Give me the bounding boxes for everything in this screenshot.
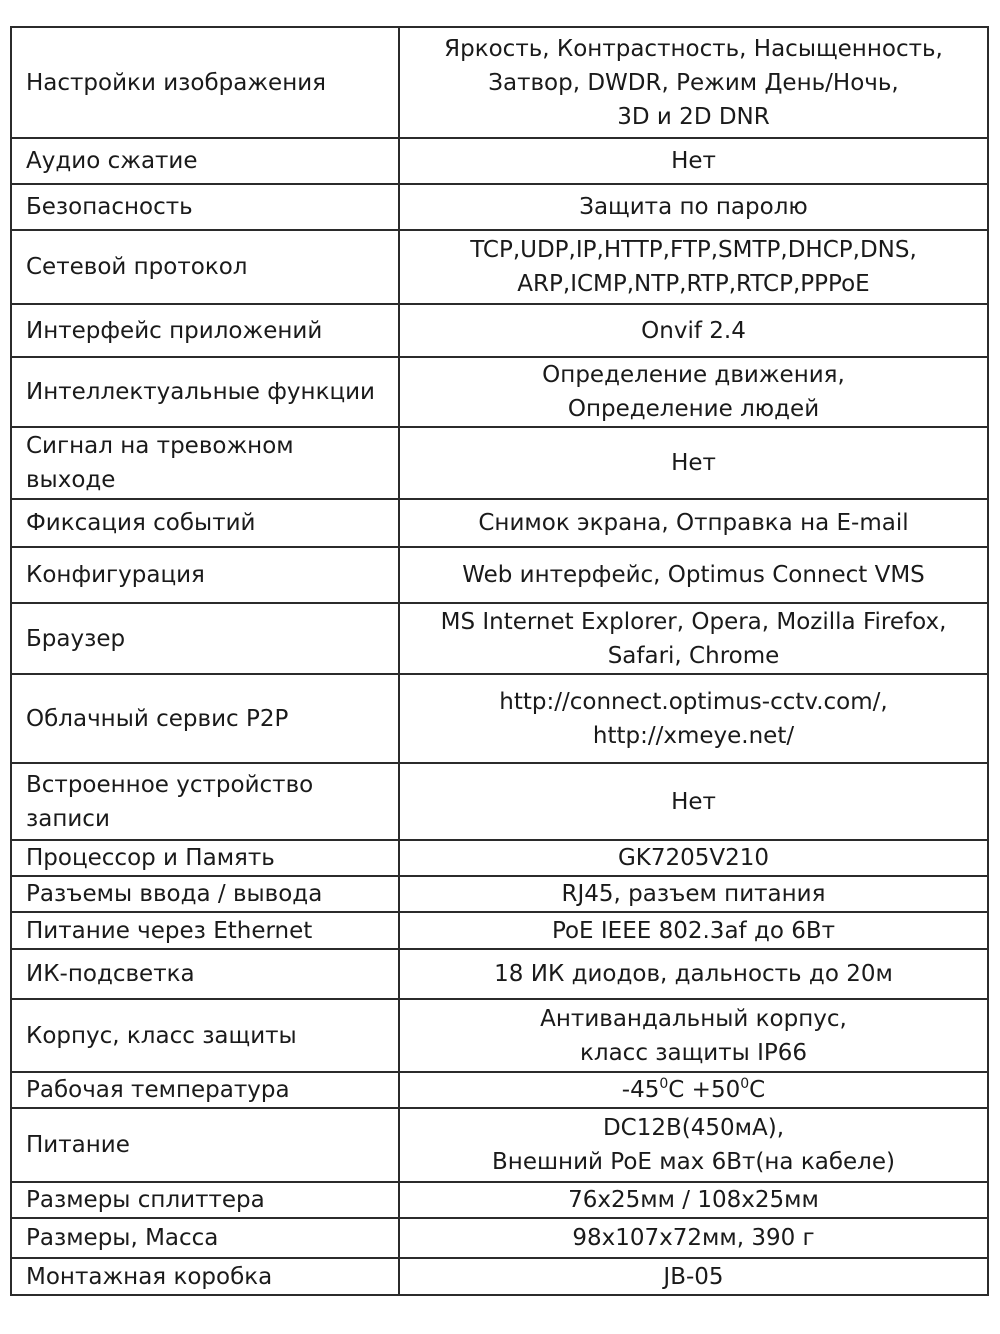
spec-value	[399, 763, 988, 840]
spec-value	[399, 1072, 988, 1108]
spec-label: Облачный сервис P2P	[11, 674, 399, 763]
spec-value-line: 18 ИК диодов, дальность до 20м	[494, 961, 893, 987]
spec-value-line: Защита по паролю	[579, 194, 808, 220]
spec-value-line: Нет	[671, 788, 716, 815]
spec-label: Сетевой протокол	[11, 230, 399, 304]
spec-value-line: PoE IEEE 802.3af до 6Вт	[551, 917, 836, 944]
spec-value-line: http://xmeye.net/	[592, 722, 795, 749]
table-row	[11, 547, 988, 603]
spec-label: Корпус, класс защиты	[11, 999, 399, 1072]
spec-label: Размеры сплиттера	[11, 1182, 399, 1218]
table-row	[11, 427, 988, 499]
spec-value	[399, 357, 988, 427]
spec-value	[399, 949, 988, 999]
table-row	[11, 27, 988, 138]
temp-max: С +50	[668, 1077, 741, 1103]
spec-value-line: Затвор, DWDR, Режим День/Ночь,	[488, 69, 899, 96]
spec-value-line: RJ45, разъем питания	[561, 881, 826, 907]
table-row	[11, 304, 988, 357]
spec-value-line: Яркость, Контрастность, Насыщенность,	[444, 35, 943, 62]
table-row	[11, 138, 988, 184]
spec-value	[399, 304, 988, 357]
spec-value	[399, 427, 988, 499]
spec-label: Разъемы ввода / вывода	[11, 876, 399, 912]
spec-value-line: 3D и 2D DNR	[617, 103, 770, 130]
temp-unit: С	[749, 1077, 766, 1103]
spec-value-line: Нет	[671, 450, 716, 476]
spec-value	[399, 184, 988, 230]
table-row	[11, 603, 988, 674]
spec-value	[399, 230, 988, 304]
spec-value	[399, 876, 988, 912]
spec-label: Интерфейс приложений	[11, 304, 399, 357]
spec-value	[399, 547, 988, 603]
temperature-range	[408, 1073, 979, 1107]
spec-value	[399, 1182, 988, 1218]
table-row	[11, 1218, 988, 1258]
spec-value-line: DC12В(450мА),	[602, 1115, 785, 1141]
spec-value-line: Web интерфейс, Optimus Connect VMS	[462, 562, 925, 588]
temp-min: -45	[621, 1077, 660, 1103]
spec-label: Настройки изображения	[11, 27, 399, 138]
spec-label: Процессор и Память	[11, 840, 399, 876]
degree-sign: 0	[740, 1076, 750, 1092]
spec-label: Конфигурация	[11, 547, 399, 603]
degree-sign: 0	[659, 1076, 669, 1092]
spec-value	[399, 499, 988, 547]
spec-label: Фиксация событий	[11, 499, 399, 547]
spec-value-line: Определение движения,	[542, 362, 845, 388]
spec-value-line: класс защиты IP66	[579, 1039, 807, 1066]
table-row	[11, 840, 988, 876]
spec-label: Аудио сжатие	[11, 138, 399, 184]
spec-value	[399, 674, 988, 763]
spec-value	[399, 1258, 988, 1295]
spec-value	[399, 603, 988, 674]
spec-value	[399, 1108, 988, 1182]
spec-value	[399, 840, 988, 876]
spec-label: Монтажная коробка	[11, 1258, 399, 1295]
spec-label: Рабочая температура	[11, 1072, 399, 1108]
spec-label: Браузер	[11, 603, 399, 674]
spec-label: ИК-подсветка	[11, 949, 399, 999]
spec-value-line: Safari, Chrome	[607, 642, 780, 669]
table-row	[11, 499, 988, 547]
table-row	[11, 999, 988, 1072]
table-row	[11, 1258, 988, 1295]
spec-label: Питание через Ethernet	[11, 912, 399, 949]
spec-value	[399, 27, 988, 138]
spec-value-line: Антивандальный корпус,	[540, 1005, 847, 1032]
table-row	[11, 912, 988, 949]
table-row	[11, 1072, 988, 1108]
spec-value	[399, 138, 988, 184]
spec-value-line: http://connect.optimus-cctv.com/,	[499, 688, 888, 715]
spec-value-line: MS Internet Explorer, Opera, Mozilla Firefox,	[440, 608, 947, 635]
spec-label: Сигнал на тревожном выходе	[11, 427, 399, 499]
specs-table	[10, 26, 989, 1296]
table-row	[11, 674, 988, 763]
spec-value	[399, 999, 988, 1072]
spec-value-line: Внешний PoE мах 6Вт(на кабеле)	[492, 1149, 895, 1175]
table-row	[11, 357, 988, 427]
spec-value	[399, 912, 988, 949]
spec-value-line: Определение людей	[567, 396, 820, 422]
spec-value-line: 76х25мм / 108х25мм	[568, 1187, 819, 1213]
spec-value-line: Нет	[671, 148, 716, 174]
table-row	[11, 1182, 988, 1218]
spec-label: Интеллектуальные функции	[11, 357, 399, 427]
spec-value-line: ARP,ICMP,NTP,RTP,RTCP,PPPoE	[517, 271, 870, 297]
table-row	[11, 230, 988, 304]
table-row	[11, 949, 988, 999]
spec-label: Безопасность	[11, 184, 399, 230]
spec-label: Встроенное устройство записи	[11, 763, 399, 840]
table-row	[11, 1108, 988, 1182]
spec-value-line: Снимок экрана, Отправка на E-mail	[478, 510, 909, 536]
table-row	[11, 763, 988, 840]
spec-value-line: TCP,UDP,IP,HTTP,FTP,SMTP,DHCP,DNS,	[470, 237, 917, 263]
spec-value-line: JB-05	[663, 1263, 724, 1290]
table-row	[11, 876, 988, 912]
spec-value-line: GK7205V210	[617, 845, 770, 871]
spec-value-line: Onvif 2.4	[641, 317, 746, 344]
spec-value	[399, 1218, 988, 1258]
spec-label: Питание	[11, 1108, 399, 1182]
spec-label: Размеры, Масса	[11, 1218, 399, 1258]
table-row	[11, 184, 988, 230]
spec-value-line: 98x107x72мм, 390 г	[572, 1225, 815, 1251]
